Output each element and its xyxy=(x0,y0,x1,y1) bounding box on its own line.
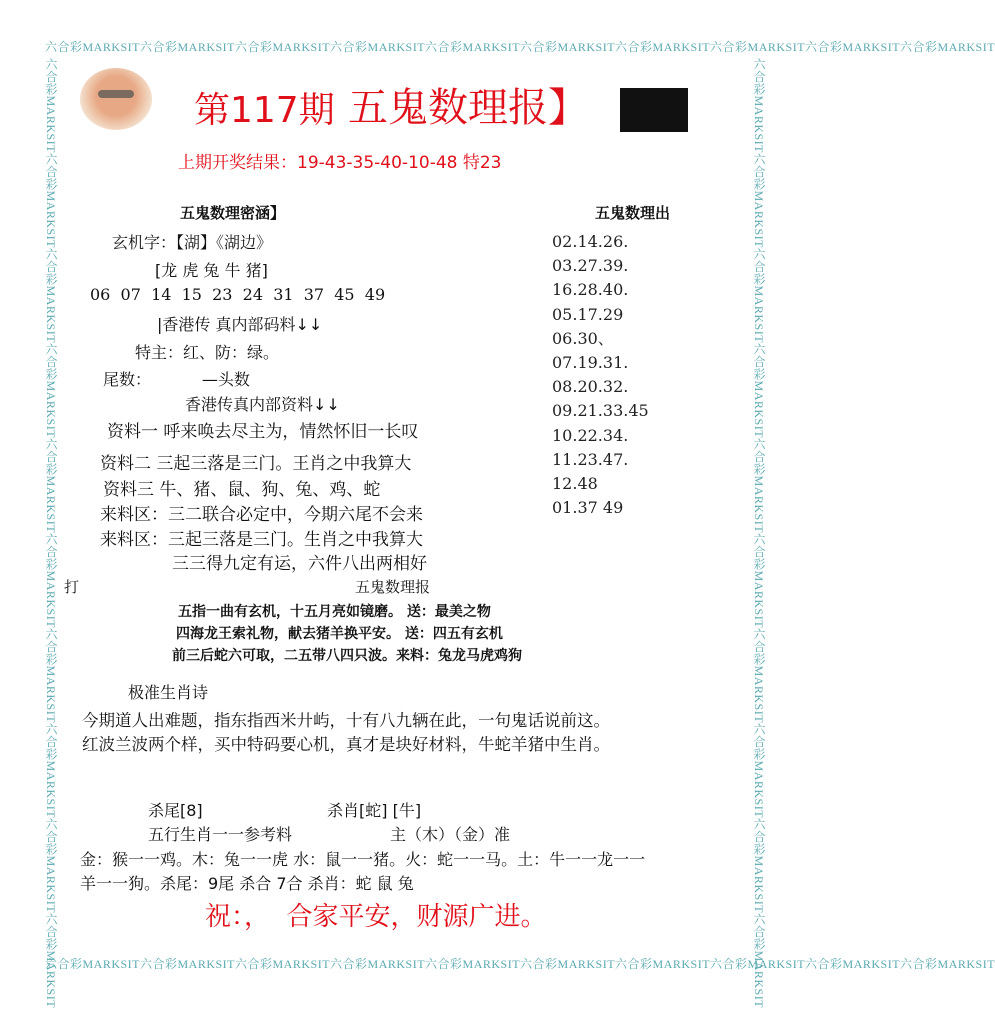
data-2: 资料二 三起三落是三门。王肖之中我算大 xyxy=(100,454,412,474)
number-row: 12.48 xyxy=(552,474,598,494)
number-row: 02.14.26. xyxy=(552,232,629,251)
number-row: 05.17.29 xyxy=(552,304,624,324)
poem-line: 红波兰波两个样，买中特码要心机，真才是块好材料，牛蛇羊猪中生肖。 xyxy=(82,735,610,754)
number-row: 07.19.31. xyxy=(552,353,629,373)
issue-number: 第117期 xyxy=(194,90,335,131)
blessing: 祝：， 合家平安，财源广进。 xyxy=(205,902,547,932)
last-result: 上期开奖结果：19-43-35-40-10-48 特23 xyxy=(178,153,502,173)
number-row: 10.22.34. xyxy=(552,425,629,445)
border-right: 六合彩MARKSIT六合彩MARKSIT六合彩MARKSIT六合彩MARKSIT六合彩MARKSIT六合彩MARKSIT六合彩MARKSIT六合彩MARKSIT六合彩MARKSIT六合彩MARKSIT xyxy=(752,58,766,1009)
report-line: 前三后蛇六可取，二五带八四只波。来料：兔龙马虎鸡狗 xyxy=(172,648,522,664)
right-number-list xyxy=(552,230,649,520)
hk-data: 香港传真内部资料↓↓ xyxy=(185,395,340,414)
source-2: 来料区：三起三落是三门。生肖之中我算大 xyxy=(100,530,423,550)
poem-heading: 极准生肖诗 xyxy=(128,683,209,702)
tezhu: 特主：红、防：绿。 xyxy=(135,343,280,362)
data-1: 资料一 呼来唤去尽主为，情然怀旧一长叹 xyxy=(107,422,419,442)
number-row: 08.20.32. xyxy=(552,377,629,397)
number-row: 06.30、 xyxy=(552,328,614,348)
number-row: 03.27.39. xyxy=(552,256,629,276)
poem-line: 今期道人出难题，指东指西米廾屿，十有八九辆在此，一句鬼话说前这。 xyxy=(82,711,610,730)
numbers: 06 07 14 15 23 24 31 37 45 49 xyxy=(90,285,386,304)
border-top: 六合彩MARKSIT六合彩MARKSIT六合彩MARKSIT六合彩MARKSIT六合彩MARKSIT六合彩MARKSIT六合彩MARKSIT六合彩MARKSIT六合彩MARKSIT六合彩MARKSIT xyxy=(45,40,995,54)
kill-zodiac: 杀肖[蛇] [牛] xyxy=(327,801,422,820)
report-line: 四海龙王索礼物，献去猪羊换平安。 送：四五有玄机 xyxy=(176,626,503,642)
number-row: 01.37 49 xyxy=(552,498,624,518)
number-row: 16.28.40. xyxy=(552,280,629,300)
wuxing-main: 主（木）（金）准 xyxy=(390,825,511,844)
source-1: 来料区：三二联合必定中，今期六尾不会来 xyxy=(100,505,423,525)
source-3: 三三得九定有运，六件八出两相好 xyxy=(172,554,427,574)
zodiacs: [龙 虎 兔 牛 猪] xyxy=(155,261,268,280)
wuxing-line: 金：猴一一鸡。木：兔一一虎 水：鼠一一猪。火：蛇一一马。土：牛一一龙一一 xyxy=(80,850,646,869)
da-char: 打 xyxy=(64,578,80,596)
kill-tail: 杀尾[8] xyxy=(148,801,203,820)
wuxing-heading: 五行生肖一一参考料 xyxy=(148,825,293,844)
report-line: 五指一曲有玄机，十五月亮如镜磨。 送：最美之物 xyxy=(178,604,491,620)
data-3: 资料三 牛、猪、鼠、狗、兔、鸡、蛇 xyxy=(103,480,381,500)
page-title: 五鬼数理报】 xyxy=(348,85,588,131)
number-row: 09.21.33.45 xyxy=(552,401,649,421)
left-heading: 五鬼数理密涵】 xyxy=(180,204,286,222)
border-bottom: 六合彩MARKSIT六合彩MARKSIT六合彩MARKSIT六合彩MARKSIT六合彩MARKSIT六合彩MARKSIT六合彩MARKSIT六合彩MARKSIT六合彩MARKSIT六合彩MARKSIT xyxy=(45,957,995,971)
border-left: 六合彩MARKSIT六合彩MARKSIT六合彩MARKSIT六合彩MARKSIT六合彩MARKSIT六合彩MARKSIT六合彩MARKSIT六合彩MARKSIT六合彩MARKSIT六合彩MARKSIT xyxy=(44,58,58,1009)
right-heading: 五鬼数理出 xyxy=(595,204,671,222)
qr-code xyxy=(620,88,688,132)
xuanji: 玄机字：【湖】《湖边》 xyxy=(112,233,273,252)
report-heading: 五鬼数理报 xyxy=(355,578,431,596)
avatar-portrait xyxy=(80,68,152,130)
number-row: 11.23.47. xyxy=(552,449,629,469)
wuxing-line: 羊一一狗。杀尾：9尾 杀合 7合 杀肖：蛇 鼠 兔 xyxy=(80,874,414,893)
weishu: 尾数： —头数 xyxy=(103,370,250,389)
hk-code: |香港传 真内部码料↓↓ xyxy=(157,315,323,334)
